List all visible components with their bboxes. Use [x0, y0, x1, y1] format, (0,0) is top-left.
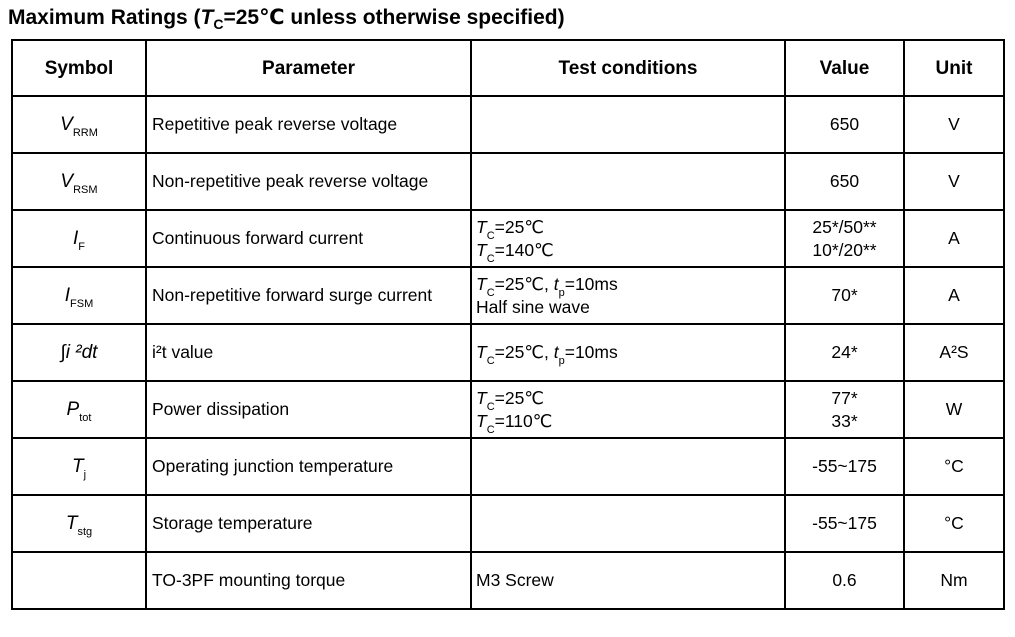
- symbol-main: V: [60, 114, 73, 135]
- table-body: [12, 96, 1004, 609]
- value-cell: [785, 324, 904, 381]
- condition-var: T: [476, 216, 487, 237]
- test-conditions-cell: [471, 267, 785, 324]
- table-row: [12, 381, 1004, 438]
- value-cell: [785, 381, 904, 438]
- condition-text: =25℃: [494, 387, 544, 408]
- test-conditions-cell: [471, 381, 785, 438]
- unit-cell: A: [904, 267, 1004, 324]
- value-line: 0.6: [832, 570, 857, 590]
- header-symbol: Symbol: [12, 40, 146, 96]
- condition-var: T: [476, 410, 487, 431]
- test-conditions-cell: [471, 495, 785, 552]
- symbol-main: T: [65, 513, 78, 534]
- condition-subscript: C: [486, 355, 495, 367]
- table-row: [12, 552, 1004, 609]
- value-cell: [785, 438, 904, 495]
- symbol-main: V: [60, 171, 74, 192]
- unit-cell: A²S: [904, 324, 1004, 381]
- value-line: -55~175: [812, 513, 877, 533]
- parameter-cell: Operating junction temperature: [146, 438, 471, 495]
- condition-line: [476, 216, 784, 242]
- condition-text: Half sine wave: [476, 296, 590, 317]
- table-header-row: [12, 40, 1004, 96]
- condition-subscript: C: [486, 423, 495, 436]
- value-line: 25*/50**: [812, 216, 877, 237]
- header-unit: Unit: [904, 40, 1004, 96]
- table-row: [12, 267, 1004, 324]
- table-row: [12, 210, 1004, 267]
- condition-line: [476, 273, 784, 299]
- value-cell: [785, 267, 904, 324]
- condition-text: =25℃,: [494, 273, 554, 294]
- condition-line: [476, 387, 784, 413]
- condition-line: [476, 569, 784, 592]
- parameter-cell: i²t value: [146, 324, 471, 381]
- value-cell: [785, 96, 904, 153]
- value-cell: [785, 153, 904, 210]
- condition-subscript: p: [558, 355, 565, 367]
- symbol-subscript: j: [83, 469, 87, 481]
- unit-cell: °C: [904, 495, 1004, 552]
- table-row: [12, 96, 1004, 153]
- symbol-subscript: tot: [79, 412, 92, 424]
- page-title: Maximum Ratings ($T_C=25℃$ unless otherwise specified): [8, 6, 565, 32]
- condition-text: =140℃: [494, 239, 554, 260]
- symbol-cell: [12, 324, 146, 381]
- value-line: 650: [829, 114, 860, 134]
- condition-line: [476, 296, 784, 319]
- condition-subscript: C: [486, 400, 495, 413]
- table-row: [12, 153, 1004, 210]
- value-line: 33*: [831, 410, 858, 431]
- condition-var: T: [476, 239, 487, 260]
- symbol-main: ∫i ²dt: [60, 342, 98, 363]
- condition-subscript: C: [486, 229, 495, 242]
- condition-var: t: [553, 273, 559, 294]
- symbol-cell: [12, 267, 146, 324]
- value-line: 77*: [831, 387, 858, 408]
- condition-text: =25℃,: [494, 342, 554, 362]
- symbol-cell: [12, 96, 146, 153]
- condition-var: T: [476, 387, 487, 408]
- unit-cell: °C: [904, 438, 1004, 495]
- symbol-cell: [12, 438, 146, 495]
- unit-cell: Nm: [904, 552, 1004, 609]
- ratings-table: [11, 39, 1005, 610]
- condition-subscript: p: [558, 286, 565, 299]
- value-cell: [785, 552, 904, 609]
- condition-subscript: C: [486, 252, 495, 265]
- value-line: 24*: [831, 342, 858, 362]
- test-conditions-cell: [471, 552, 785, 609]
- table-row: [12, 438, 1004, 495]
- condition-var: T: [476, 273, 487, 294]
- symbol-subscript: FSM: [70, 298, 94, 310]
- condition-text: =10ms: [564, 273, 618, 294]
- value-line: 650: [829, 171, 860, 191]
- condition-line: [476, 410, 784, 436]
- condition-line: [476, 239, 784, 265]
- table-row: [12, 324, 1004, 381]
- parameter-cell: TO-3PF mounting torque: [146, 552, 471, 609]
- symbol-cell: [12, 210, 146, 267]
- condition-text: =10ms: [564, 342, 618, 362]
- parameter-cell: Continuous forward current: [146, 210, 471, 267]
- test-conditions-cell: [471, 153, 785, 210]
- parameter-cell: Non-repetitive peak reverse voltage: [146, 153, 471, 210]
- value-line: 70*: [831, 285, 858, 305]
- value-cell: [785, 210, 904, 267]
- symbol-subscript: RSM: [73, 184, 98, 196]
- symbol-cell: [12, 153, 146, 210]
- condition-text: =110℃: [494, 410, 553, 431]
- parameter-cell: Repetitive peak reverse voltage: [146, 96, 471, 153]
- header-value: Value: [785, 40, 904, 96]
- parameter-cell: Power dissipation: [146, 381, 471, 438]
- test-conditions-cell: [471, 324, 785, 381]
- symbol-subscript: RRM: [72, 127, 98, 139]
- condition-text: =25℃: [494, 216, 544, 237]
- test-conditions-cell: [471, 438, 785, 495]
- value-line: 10*/20**: [812, 239, 877, 260]
- symbol-main: I: [72, 228, 79, 249]
- unit-cell: A: [904, 210, 1004, 267]
- test-conditions-cell: [471, 96, 785, 153]
- parameter-cell: Non-repetitive forward surge current: [146, 267, 471, 324]
- value-line: -55~175: [812, 456, 877, 476]
- condition-var: t: [553, 342, 559, 362]
- symbol-subscript: F: [78, 241, 85, 253]
- table-row: [12, 495, 1004, 552]
- condition-var: T: [476, 342, 487, 362]
- symbol-cell: [12, 552, 146, 609]
- condition-text: M3 Screw: [476, 570, 554, 590]
- header-parameter: Parameter: [146, 40, 471, 96]
- unit-cell: V: [904, 153, 1004, 210]
- unit-cell: V: [904, 96, 1004, 153]
- symbol-cell: [12, 381, 146, 438]
- parameter-cell: Storage temperature: [146, 495, 471, 552]
- symbol-main: T: [71, 456, 84, 477]
- header-test-conditions: Test conditions: [471, 40, 785, 96]
- unit-cell: W: [904, 381, 1004, 438]
- test-conditions-cell: [471, 210, 785, 267]
- symbol-subscript: stg: [77, 526, 93, 538]
- symbol-main: I: [64, 285, 71, 306]
- symbol-main: P: [66, 399, 80, 420]
- symbol-cell: [12, 495, 146, 552]
- condition-line: [476, 341, 784, 367]
- value-cell: [785, 495, 904, 552]
- condition-subscript: C: [486, 286, 495, 299]
